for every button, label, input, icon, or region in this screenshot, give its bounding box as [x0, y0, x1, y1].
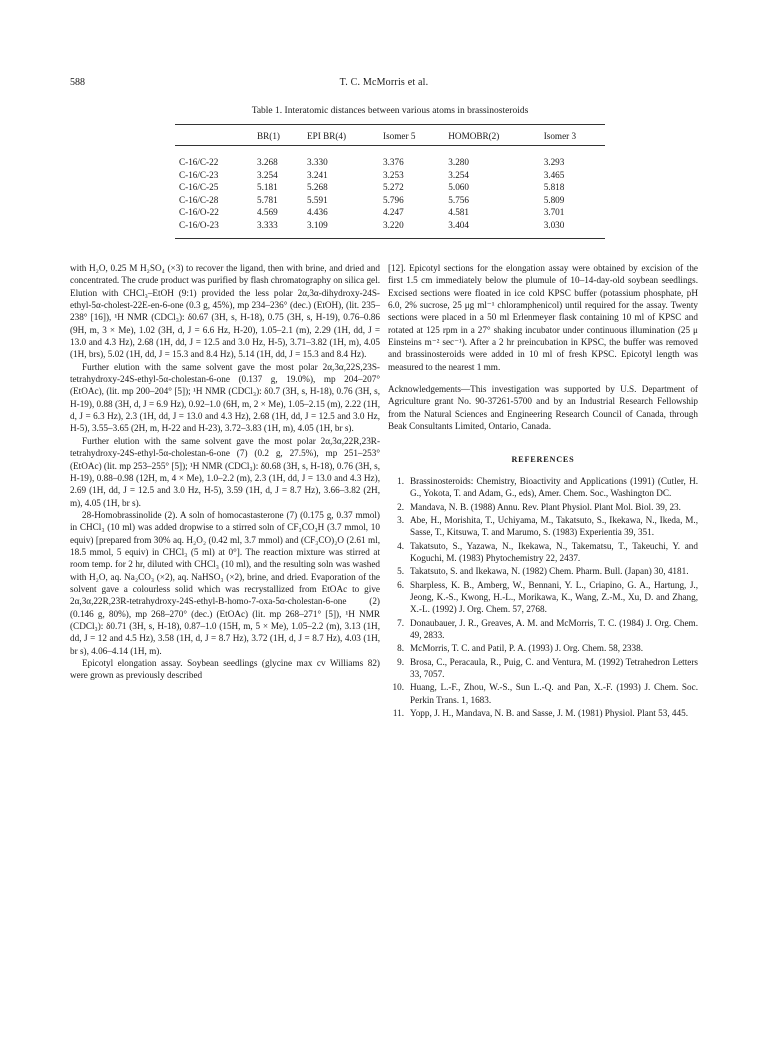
body-paragraph: Epicotyl elongation assay. Soybean seedlings (glycine max cv Williams 82) were grown as previously described: [70, 658, 380, 681]
reference-item: [388, 656, 698, 681]
reference-item: [388, 540, 698, 565]
reference-item: [388, 475, 698, 500]
reference-text: Yopp, J. H., Mandava, N. B. and Sasse, J. M. (1981) Physiol. Plant 53, 445.: [410, 708, 689, 718]
reference-item: [388, 681, 698, 706]
distance-table: [175, 124, 605, 239]
table-cell: 3.330: [307, 157, 328, 167]
table-header-cell: Isomer 3: [543, 131, 577, 141]
reference-item: [388, 501, 698, 513]
reference-item: [388, 514, 698, 539]
body-paragraph: 28-Homobrassinolide (2). A soln of homocastasterone (7) (0.175 g, 0.37 mmol) in CHCl₃ (10 ml) was added dropwise to a stirred soln of CF₃CO₃H (3.7 mmol, 10 equiv) [prepared from 30% aq. H₂O₂ (0.42 ml, 3.7 mmol) and (CF₃CO)₂O (2.61 ml, 18.5 mmol, 5 equiv) in CHCl₃ (5 ml) at 0°]. The reaction mixture was stirred at room temp. for 2 hr, diluted with CHCl₃ (10 ml), and the resulting soln was washed with H₂O, aq. Na₂CO₃ (×2), aq. NaHSO₃ (×2), brine, and dried. Evaporation of the solvent gave a colourless solid which was recrystallized from EtOAc to give 2α,3α,22R,23R-tetrahydroxy-24S-ethyl-B-homo-7-oxa-5α-cholestan-6-one (2) (0.146 g, 80%), mp 268–270° (dec.) (EtOAc) (lit. mp 268–271° [5]), ¹H NMR (CDCl₃): δ0.71 (3H, s, H-18), 0.87–1.0 (15H, m, 5 × Me), 1.05–2.2 (m), 3.13 (1H, dd, J = 12 and 4.5 Hz), 3.58 (1H, d, J = 8.7 Hz), 3.72 (1H, d, J = 8.7 Hz), 4.03 (1H, br s), 4.06–4.14 (1H, m).: [70, 509, 380, 656]
reference-item: [388, 707, 698, 719]
table-cell: 4.569: [257, 207, 278, 218]
table-cell: 3.241: [307, 169, 328, 180]
table-cell: 3.220: [383, 219, 404, 230]
body-paragraph: [12]. Epicotyl sections for the elongation assay were obtained by excision of the first 1.5 cm immediately below the plumule of 10–14-day-old soybean seedlings. Excised sections were floated in ice cold KPSC buffer (potassium phosphate, pH 6.0, 2% sucrose, 25 μg ml⁻¹ chloramphenicol) until required for the assay. Twenty sections were placed in a 50 ml Erlenmeyer flask containing 10 ml of KPSC and rotated at 125 rpm in a 27° shaking incubator under continuous illumination (25 μ Einsteins m⁻² sec⁻¹). After a 2 hr preincubation in KPSC, the buffer was removed and brassinosteroids were added in 10 ml of fresh KPSC. Epicotyl length was measured to the nearest 1 mm.: [388, 263, 698, 372]
body-paragraph: Further elution with the same solvent gave the most polar 2α,3α,22S,23S-tetrahydroxy-24S-ethyl-5α-cholestan-6-one (0.137 g, 19.0%), mp 204–207° (EtOAc), (lit. mp 200–204° [5]); ¹H NMR (CDCl₃): δ0.7 (3H, s, H-18), 0.76 (3H, s, H-19), 0.88 (3H, d, J = 6.9 Hz), 0.92–1.0 (6H, m, 2 × Me), 1.05–2.15 (m), 2.22 (1H, d, J = 6.3 Hz), 2.3 (1H, dd, J = 13.0 and 4.3 Hz), 2.68 (1H, dd, J = 12.5 and 3.0 Hz, H-5), 3.55–3.65 (2H, m, H-22 and H-23), 3.72–3.83 (1H, m), 4.05 (1H, br s).: [70, 361, 380, 434]
reference-number: 9.: [397, 656, 404, 667]
table-row: [175, 146, 605, 169]
table-cell: 3.268: [257, 157, 278, 167]
table-header-cell: Isomer 5: [383, 131, 416, 141]
table-cell: C-16/C-25: [179, 182, 219, 193]
reference-number: 8.: [397, 643, 404, 654]
page-number: 588: [70, 77, 85, 88]
table-cell: 5.591: [307, 194, 328, 205]
reference-text: Takatsuto, S., Yazawa, N., Ikekawa, N., Takematsu, T., Takeuchi, Y. and Koguchi, M. (1983) Phytochemistry 22, 2437.: [410, 540, 698, 563]
reference-text: Takatsuto, S. and Ikekawa, N. (1982) Chem. Pharm. Bull. (Japan) 30, 4181.: [410, 566, 689, 577]
table-cell: 5.781: [257, 194, 278, 205]
reference-text: Sharpless, K. B., Amberg, W., Bennani, Y. L., Criapino, G. A., Hartung, J., Jeong, K.-S., Kwong, H.-L., Morikawa, K., Wang, Z.-M., Xu, D. and Zhang, X.-L. (1992) J. Org. Chem. 57, 2768.: [410, 579, 698, 615]
table-cell: 3.404: [448, 219, 469, 230]
table-row: [175, 181, 605, 194]
table-header-cell: EPI BR(4): [307, 131, 347, 141]
table-row: [175, 219, 605, 238]
table-row: [175, 169, 605, 182]
table-cell: 3.293: [543, 157, 565, 167]
table-cell: 5.272: [383, 182, 404, 193]
reference-text: McMorris, T. C. and Patil, P. A. (1993) J. Org. Chem. 58, 2338.: [410, 643, 644, 654]
page-header: [70, 77, 698, 91]
reference-text: Donaubauer, J. R., Greaves, A. M. and McMorris, T. C. (1984) J. Org. Chem. 49, 2833.: [410, 617, 698, 640]
acknowledgements: Acknowledgements—This investigation was supported by U.S. Department of Agriculture grant No. 90-37261-5700 and by an Industrial Research Fellowship from the Natural Sciences and Engineering Research Council of Canada, through Beak Consultants Limited, Ontario, Canada.: [388, 384, 698, 432]
table-cell: 3.254: [448, 169, 469, 180]
reference-text: Brassinosteroids: Chemistry, Bioactivity and Applications (1991) (Cutler, H. G., Yokota, T. and Adam, G., eds), Amer. Chem. Soc., Washington DC.: [410, 475, 698, 499]
reference-number: 3.: [397, 514, 404, 525]
table-cell: 4.581: [448, 207, 469, 218]
table-cell: 5.796: [383, 194, 404, 205]
table-cell: 5.268: [307, 182, 328, 193]
reference-number: 11.: [392, 708, 404, 718]
table-cell: 5.818: [543, 182, 565, 193]
table-header-row: [175, 125, 605, 146]
table-cell: C-16/O-22: [179, 207, 219, 218]
reference-item: [388, 565, 698, 577]
reference-number: 6.: [397, 579, 404, 590]
reference-item: [388, 617, 698, 642]
references-list: [388, 475, 698, 720]
reference-item: [388, 642, 698, 654]
table-cell: 3.465: [543, 169, 565, 180]
reference-text: Brosa, C., Peracaula, R., Puig, C. and Ventura, M. (1992) Tetrahedron Letters 33, 7057.: [410, 656, 698, 679]
reference-number: 10.: [392, 682, 404, 693]
table-cell: 3.253: [383, 169, 404, 180]
table-cell: 3.254: [257, 169, 278, 180]
table-cell: 3.333: [257, 219, 278, 230]
running-head: T. C. McMorris et al.: [339, 77, 429, 88]
reference-number: 5.: [397, 566, 404, 577]
table-cell: 3.109: [307, 219, 328, 230]
table-cell: C-16/C-23: [179, 169, 219, 180]
table-cell: 3.030: [543, 219, 565, 230]
table-cell: C-16/C-22: [179, 157, 219, 167]
reference-number: 7.: [397, 617, 404, 628]
table-header-cell: BR(1): [257, 131, 280, 141]
reference-item: [388, 579, 698, 616]
table-cell: 3.280: [448, 157, 469, 167]
table-caption: Table 1. Interatomic distances between various atoms in brassinosteroids: [251, 106, 529, 116]
reference-text: Mandava, N. B. (1988) Annu. Rev. Plant Physiol. Plant Mol. Biol. 39, 23.: [410, 501, 681, 512]
table-cell: C-16/O-23: [179, 219, 219, 230]
table-cell: 4.247: [383, 207, 404, 218]
reference-number: 4.: [397, 540, 404, 551]
table-cell: C-16/C-28: [179, 194, 219, 205]
table-header-cell: [175, 125, 253, 146]
table-cell: 3.701: [543, 207, 565, 218]
left-text-column: [70, 262, 380, 682]
table-cell: 5.756: [448, 194, 469, 205]
table-cell: 5.809: [543, 194, 565, 205]
reference-text: Abe, H., Morishita, T., Uchiyama, M., Takatsuto, S., Ikekawa, N., Ikeda, M., Sasse, T., Kitsuwa, T. and Marumo, S. (1983) Experientia 39, 351.: [410, 514, 698, 538]
reference-text: Huang, L.-F., Zhou, W.-S., Sun L.-Q. and Pan, X.-F. (1993) J. Chem. Soc. Perkin Trans. 1, 1683.: [410, 682, 698, 705]
distance-table-block: [175, 106, 605, 239]
table-row: [175, 206, 605, 219]
references-heading: REFERENCES: [511, 455, 575, 465]
table-cell: 4.436: [307, 207, 328, 218]
table-cell: 5.060: [448, 182, 469, 193]
table-cell: 5.181: [257, 182, 278, 193]
body-paragraph: with H₂O, 0.25 M H₂SO₄ (×3) to recover the ligand, then with brine, and dried and concentrated. The crude product was purified by flash chromatography on silica gel. Elution with CHCl₃–EtOH (9:1) provided the less polar 2α,3α-dihydroxy-24S-ethyl-5α-cholest-22E-en-6-one (0.3 g, 45%), mp 234–236° (dec.) (EtOH), (lit. 235–238° [16]), ¹H NMR (CDCl₃): δ0.67 (3H, s, H-18), 0.75 (3H, s, H-19), 0.76–0.86 (9H, m, 3 × Me), 1.02 (3H, d, J = 6.6 Hz, H-20), 1.05–2.1 (m), 2.29 (1H, dd, J = 13.0 and 4.3 Hz), 2.68 (1H, dd, J = 12.5 and 3.0 Hz, H-5), 3.71–3.82 (1H, m), 4.05 (1H, brs), 5.02 (1H, dd, J = 15.3 and 8.4 Hz), 5.14 (1H, dd, J = 15.3 and 8.4 Hz).: [70, 263, 380, 360]
table-row: [175, 194, 605, 207]
reference-number: 1.: [397, 475, 404, 486]
right-text-column: [388, 262, 698, 720]
table-header-cell: HOMOBR(2): [448, 131, 500, 141]
table-cell: 3.376: [383, 157, 404, 167]
body-paragraph: Further elution with the same solvent gave the most polar 2α,3α,22R,23R-tetrahydroxy-24S-ethyl-5α-cholestan-6-one (7) (0.2 g, 27.5%), mp 251–253° (EtOAc) (lit. mp 253–255° [5]); ¹H NMR (CDCl₃): δ0.68 (3H, s, H-18), 0.76 (3H, s, H-19), 0.88–0.98 (12H, m, 4 × Me), 1.0–2.2 (m), 2.3 (1H, dd, J = 13.0 and 4.3 Hz), 2.69 (1H, dd, J = 12.5 and 3.0 Hz, H-5), 3.59 (1H, d, J = 8.7 Hz), 3.66–3.82 (2H, m), 4.05 (1H, br s).: [70, 435, 380, 508]
reference-number: 2.: [397, 501, 404, 512]
